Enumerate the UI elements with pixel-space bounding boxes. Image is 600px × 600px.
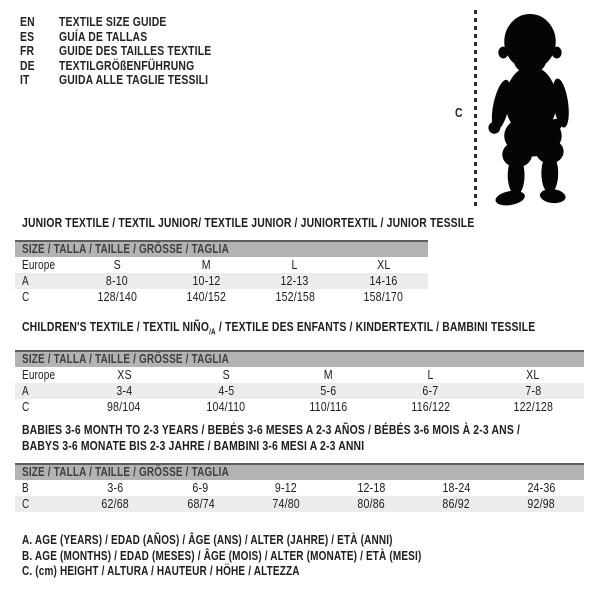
cell-value: 140/152 xyxy=(186,290,226,304)
table-row xyxy=(15,496,584,512)
row-label-text: A xyxy=(22,274,29,288)
footnote-line xyxy=(22,549,521,565)
table-cell xyxy=(251,289,340,305)
table-title-text xyxy=(22,319,535,341)
table-cell xyxy=(158,496,243,512)
language-title: TEXTILE SIZE GUIDE xyxy=(59,14,167,29)
table-title-text xyxy=(22,215,474,231)
table-title-segment: JUNIOR TEXTILE / TEXTIL JUNIOR/ TEXTILE JUNIOR / JUNIORTEXTIL / JUNIOR TESSILE xyxy=(22,215,475,230)
height-figure xyxy=(450,6,598,212)
footnote-text: A. AGE (YEARS) / EDAD (AÑOS) / ÂGE (ANS) / ALTER (JAHRE) / ETÀ (ANNI) xyxy=(22,533,393,547)
table-cell xyxy=(277,367,379,383)
table-title-segment: CHILDREN'S TEXTILE / TEXTIL NIÑO xyxy=(22,319,210,334)
row-label-text: C xyxy=(22,399,30,414)
cell-value: XL xyxy=(526,367,540,382)
table-cell xyxy=(243,496,328,512)
size-header-band xyxy=(15,350,584,367)
language-code: EN xyxy=(20,14,35,29)
row-label xyxy=(15,399,73,415)
table-cell xyxy=(251,257,340,273)
size-table-section-3 xyxy=(15,422,584,512)
cell-value: 10-12 xyxy=(192,274,221,288)
table-cell xyxy=(339,273,428,289)
footnote-text: B. AGE (MONTHS) / EDAD (MESES) / ÂGE (MOIS) / ALTER (MONATE) / ETÀ (MESI) xyxy=(22,548,422,563)
cell-value: XL xyxy=(376,258,391,272)
table-title-subscript: /A xyxy=(209,327,216,337)
cell-value: S xyxy=(113,258,121,272)
cell-value: 7-8 xyxy=(524,383,541,398)
cell-value: 8-10 xyxy=(106,274,129,288)
cell-value: 128/140 xyxy=(97,290,138,304)
cell-value: 80/86 xyxy=(357,497,385,511)
row-label xyxy=(15,257,73,273)
row-label-text: Europe xyxy=(22,258,56,272)
size-header-text: SIZE / TALLA / TAILLE / GRÖSSE / TAGLIA xyxy=(22,351,229,366)
table-title-segment: BABIES 3-6 MONTH TO 2-3 YEARS / BEBÉS 3-6 MESES A 2-3 AÑOS / BÉBÉS 3-6 MOIS À 2-3 ANS / xyxy=(22,422,521,437)
table-cell xyxy=(162,289,251,305)
row-label-text: A xyxy=(22,383,29,398)
height-measure-dotted-line xyxy=(474,10,477,207)
table-cell xyxy=(339,257,428,273)
cell-value: 92/98 xyxy=(527,497,556,511)
table-cell xyxy=(243,480,328,496)
table-title-text xyxy=(22,422,520,454)
table-cell xyxy=(73,367,175,383)
table-row xyxy=(15,273,428,289)
cell-value: XS xyxy=(116,367,132,382)
row-label xyxy=(15,273,73,289)
language-title: GUIDA ALLE TAGLIE TESSILI xyxy=(59,72,209,88)
table-row xyxy=(15,289,428,305)
table-cell xyxy=(277,383,379,399)
cell-value: 152/158 xyxy=(275,290,315,304)
table-title-segment: / TEXTILE DES ENFANTS / KINDERTEXTIL / BAMBINI TESSILE xyxy=(215,319,536,334)
size-header-text: SIZE / TALLA / TAILLE / GRÖSSE / TAGLIA xyxy=(22,465,229,479)
row-label-text: Europe xyxy=(22,367,56,382)
cell-value: 98/104 xyxy=(107,399,141,414)
table-cell xyxy=(251,273,340,289)
row-label xyxy=(15,289,73,305)
language-code: DE xyxy=(20,57,35,73)
cell-value: 12-18 xyxy=(357,481,386,495)
toddler-silhouette-icon xyxy=(483,9,575,207)
cell-value: S xyxy=(222,367,230,382)
cell-value: 4-5 xyxy=(218,383,235,398)
table-cell xyxy=(482,383,584,399)
table-cell xyxy=(339,289,428,305)
table-cell xyxy=(380,399,482,415)
table-row xyxy=(15,257,428,273)
language-code: ES xyxy=(20,28,35,44)
language-row xyxy=(20,59,249,74)
cell-value: 6-7 xyxy=(422,383,439,398)
table-cell xyxy=(162,273,251,289)
row-label xyxy=(15,496,73,512)
language-title: TEXTILGRÖßENFÜHRUNG xyxy=(59,57,195,73)
row-label xyxy=(15,383,73,399)
cell-value: 122/128 xyxy=(513,399,553,414)
size-header-text: SIZE / TALLA / TAILLE / GRÖSSE / TAGLIA xyxy=(22,242,229,256)
row-label-text: B xyxy=(22,481,29,495)
cell-value: 18-24 xyxy=(442,481,471,495)
table-cell xyxy=(73,496,158,512)
cell-value: 12-13 xyxy=(280,274,309,288)
height-measure-label: C xyxy=(455,105,463,120)
table-cell xyxy=(499,496,584,512)
size-table-section-2 xyxy=(15,319,584,415)
language-row xyxy=(20,30,249,45)
language-list xyxy=(20,15,249,88)
cell-value: 110/116 xyxy=(309,399,348,414)
table-row xyxy=(15,367,584,383)
cell-value: 104/110 xyxy=(206,399,246,414)
cell-value: 116/122 xyxy=(411,399,451,414)
cell-value: 24-36 xyxy=(527,481,556,495)
language-row xyxy=(20,44,249,59)
table-row xyxy=(15,383,584,399)
table-cell xyxy=(329,496,414,512)
table-cell xyxy=(380,383,482,399)
table-title xyxy=(15,319,584,341)
size-header-band xyxy=(15,463,584,480)
table-cell xyxy=(380,367,482,383)
table-cell xyxy=(158,480,243,496)
table-cell xyxy=(482,367,584,383)
language-title: GUÍA DE TALLAS xyxy=(59,28,148,44)
table-row xyxy=(15,399,584,415)
table-title xyxy=(15,215,475,231)
cell-value: 3-4 xyxy=(116,383,133,398)
table-cell xyxy=(414,480,499,496)
cell-value: M xyxy=(323,367,334,382)
table-cell xyxy=(499,480,584,496)
table-cell xyxy=(73,480,158,496)
footnote-line xyxy=(22,564,521,580)
table-row xyxy=(15,480,584,496)
table-cell xyxy=(73,383,175,399)
table-cell xyxy=(73,399,175,415)
table-cell xyxy=(414,496,499,512)
language-code: IT xyxy=(20,72,30,88)
row-label xyxy=(15,367,73,383)
size-table-section-1 xyxy=(15,215,475,305)
cell-value: 158/170 xyxy=(363,290,404,304)
footnote-text: C. (cm) HEIGHT / ALTURA / HAUTEUR / HÖHE / ALTEZZA xyxy=(22,564,300,579)
cell-value: 6-9 xyxy=(192,481,209,495)
table-title-segment: BABYS 3-6 MONATE BIS 2-3 JAHRE / BAMBINI 3-6 MESI A 2-3 ANNI xyxy=(22,438,365,453)
cell-value: 86/92 xyxy=(442,497,470,511)
table-cell xyxy=(175,399,277,415)
row-label-text: C xyxy=(22,497,30,511)
language-code: FR xyxy=(20,43,35,59)
table-cell xyxy=(175,367,277,383)
cell-value: 68/74 xyxy=(187,497,215,511)
cell-value: 74/80 xyxy=(272,497,300,511)
size-header-band xyxy=(15,240,428,257)
cell-value: 14-16 xyxy=(369,274,398,288)
cell-value: L xyxy=(427,367,434,382)
footnotes xyxy=(22,533,521,580)
table-cell xyxy=(162,257,251,273)
table-cell xyxy=(482,399,584,415)
table-cell xyxy=(73,257,162,273)
footnote-line xyxy=(22,533,521,549)
table-cell xyxy=(73,273,162,289)
cell-value: 62/68 xyxy=(101,497,130,511)
cell-value: L xyxy=(291,258,298,272)
language-row xyxy=(20,15,249,30)
cell-value: 3-6 xyxy=(107,481,124,495)
cell-value: 5-6 xyxy=(320,383,337,398)
table-cell xyxy=(277,399,379,415)
cell-value: 9-12 xyxy=(274,481,297,495)
table-cell xyxy=(329,480,414,496)
row-label-text: C xyxy=(22,290,30,304)
table-title xyxy=(15,422,584,454)
table-cell xyxy=(73,289,162,305)
table-cell xyxy=(175,383,277,399)
language-title: GUIDE DES TAILLES TEXTILE xyxy=(59,43,212,59)
row-label xyxy=(15,480,73,496)
cell-value: M xyxy=(201,258,211,272)
language-row xyxy=(20,73,249,88)
